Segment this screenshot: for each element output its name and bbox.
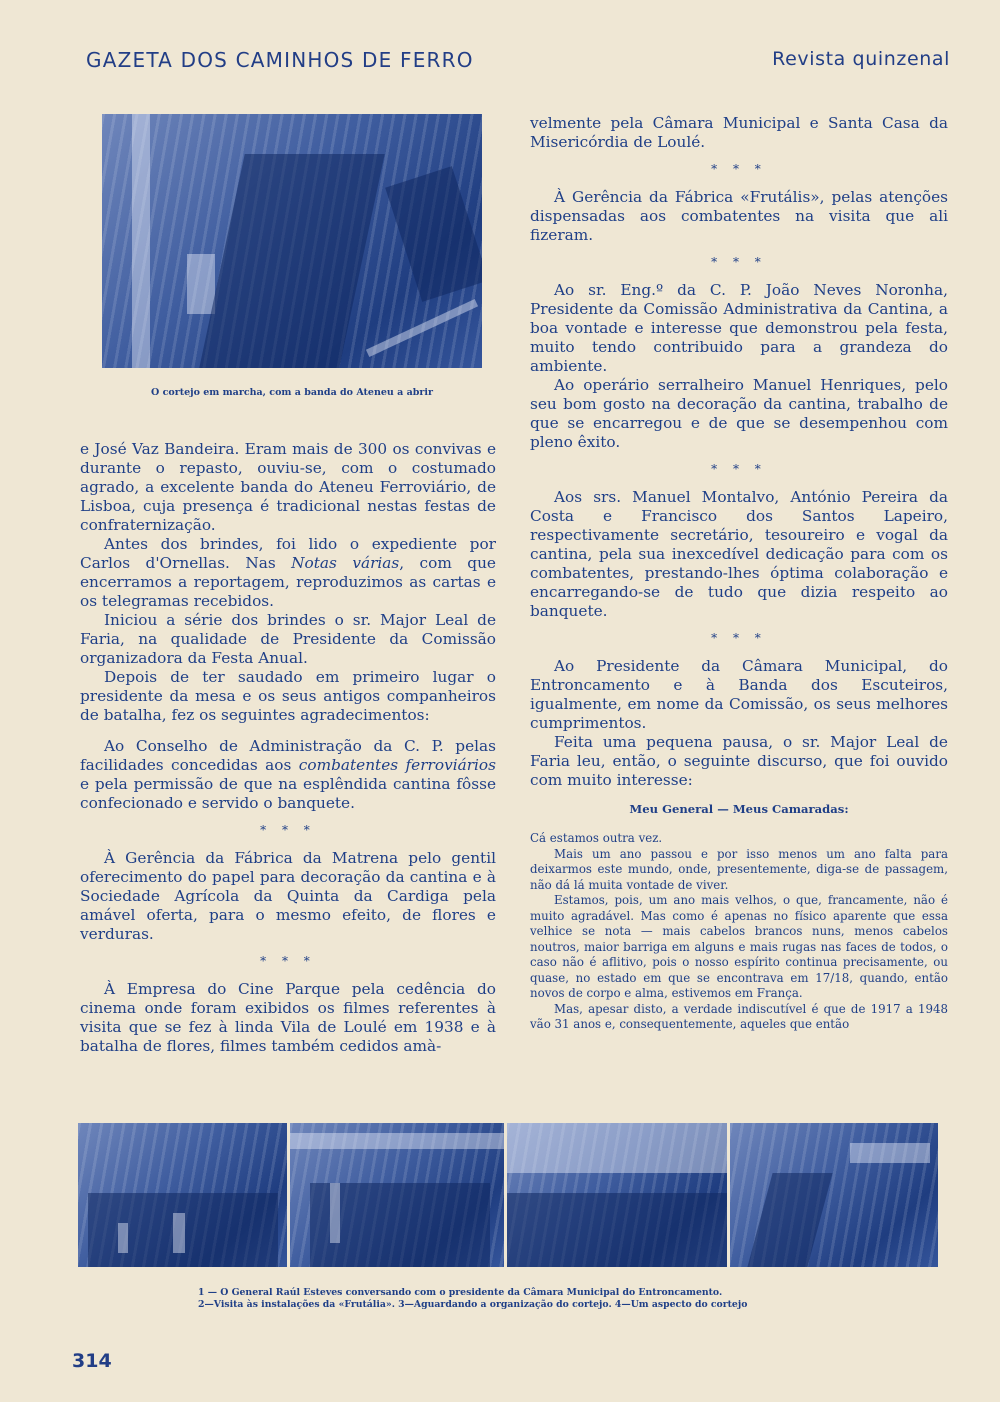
bottom-photo-1 [78, 1123, 287, 1267]
bottom-photo-4 [730, 1123, 938, 1267]
paragraph: Depois de ter saudado em primeiro lugar o presidente da mesa e os seus antigos companheiros de batalha, fez os seguintes agradecimentos: [80, 668, 496, 724]
bottom-photo-3 [507, 1123, 727, 1267]
paragraph: Aos srs. Manuel Montalvo, António Pereira da Costa e Francisco dos Santos Lapeiro, respectivamente secretário, tesoureiro e vogal da cantina, pela sua inexcedível dedicação para com os combatentes, prestando-lhes óptima colaboração e encarregando-se de tudo que dizia respeito ao banquete. [530, 488, 948, 620]
section-separator: * * * [711, 162, 767, 176]
speech-paragraph: Estamos, pois, um ano mais velhos, o que, francamente, não é muito agradável. Mas como é apenas no físico aparente que essa velhice se nota — mais cabelos brancos nuns, menos cabelos noutros, maior barriga em alguns e mais rugas nas faces de todos, o caso não é aflitivo, pois o nosso espírito continua precisamente, ou quase, no estado em que se encontrava em 17/18, quando, então novos de corpo e alma, estivemos em França. [530, 893, 948, 1000]
speech-heading: Meu General — Meus Camaradas: [629, 802, 849, 816]
section-separator: * * * [711, 255, 767, 269]
page-number: 314 [72, 1350, 112, 1372]
speech-paragraph: Cá estamos outra vez. [530, 831, 663, 845]
paragraph: Iniciou a série dos brindes o sr. Major Leal de Faria, na qualidade de Presidente da Comissão organizadora da Festa Anual. [80, 611, 496, 667]
bottom-photos-caption [198, 1287, 898, 1311]
top-photo-caption: O cortejo em marcha, com a banda do Ateneu a abrir [150, 387, 434, 398]
caption-line: 2—Visita às instalações da «Frutália». 3—Aguardando a organização do cortejo. 4—Um aspecto do cortejo [198, 1298, 748, 1310]
caption-line: 1 — O General Raúl Esteves conversando com o presidente da Câmara Municipal do Entroncamento. [198, 1287, 723, 1298]
paragraph: À Gerência da Fábrica «Frutális», pelas atenções dispensadas aos combatentes na visita que ali fizeram. [530, 188, 948, 244]
paragraph: Ao sr. Eng.º da C. P. João Neves Noronha, Presidente da Comissão Administrativa da Cantina, a boa vontade e interesse que demonstrou pela festa, muito tendo contribuido para a grandeza do ambiente. [530, 281, 948, 375]
paragraph: À Gerência da Fábrica da Matrena pelo gentil oferecimento do papel para decoração da cantina e à Sociedade Agrícola da Quinta da Cardiga pela amável oferta, para o mesmo efeito, de flores e verduras. [80, 849, 496, 943]
left-column [80, 440, 496, 1056]
section-separator: * * * [711, 631, 767, 645]
paragraph: Antes dos brindes, foi lido o expediente por Carlos d'Ornellas. Nas Notas várias, com que encerramos a reportagem, reproduzimos as cartas e os telegramas recebidos. [80, 535, 496, 610]
speech-paragraph: Mais um ano passou e por isso menos um ano falta para deixarmos este mundo, onde, presentemente, diga-se de passagem, não dá lá muita vontade de viver. [530, 846, 948, 892]
paragraph: Ao Presidente da Câmara Municipal, do Entroncamento e à Banda dos Escuteiros, igualmente, em nome da Comissão, os seus melhores cumprimentos. [530, 657, 948, 732]
speech-paragraph: Mas, apesar disto, a verdade indiscutível é que de 1917 a 1948 vão 31 anos e, consequentemente, aqueles que então [530, 1001, 948, 1031]
top-photo [102, 114, 482, 368]
bottom-photo-2 [290, 1123, 504, 1267]
section-separator: * * * [711, 462, 767, 476]
section-separator: * * * [260, 954, 316, 968]
right-column [530, 114, 948, 1033]
section-separator: * * * [260, 823, 316, 837]
paragraph: À Empresa do Cine Parque pela cedência do cinema onde foram exibidos os filmes referentes à visita que se fez à linda Vila de Loulé em 1938 e à batalha de flores, filmes também cedidos amà- [80, 980, 496, 1055]
page-header-title: GAZETA DOS CAMINHOS DE FERRO [86, 48, 474, 72]
page-header-subtitle: Revista quinzenal [772, 48, 950, 70]
paragraph: Ao operário serralheiro Manuel Henriques, pelo seu bom gosto na decoração da cantina, trabalho de que se encarregou e de que se desempenhou com pleno êxito. [530, 376, 948, 451]
paragraph: velmente pela Câmara Municipal e Santa Casa da Misericórdia de Loulé. [530, 114, 948, 151]
paragraph: Ao Conselho de Administração da C. P. pelas facilidades concedidas aos combatentes ferroviários e pela permissão de que na esplêndida cantina fôsse confecionado e servido o banquete. [80, 737, 496, 812]
paragraph: Feita uma pequena pausa, o sr. Major Leal de Faria leu, então, o seguinte discurso, que foi ouvido com muito interesse: [530, 733, 948, 789]
paragraph: e José Vaz Bandeira. Eram mais de 300 os convivas e durante o repasto, ouviu-se, com o costumado agrado, a excelente banda do Ateneu Ferroviário, de Lisboa, cuja presença é tradicional nestas festas de confraternização. [80, 440, 496, 534]
